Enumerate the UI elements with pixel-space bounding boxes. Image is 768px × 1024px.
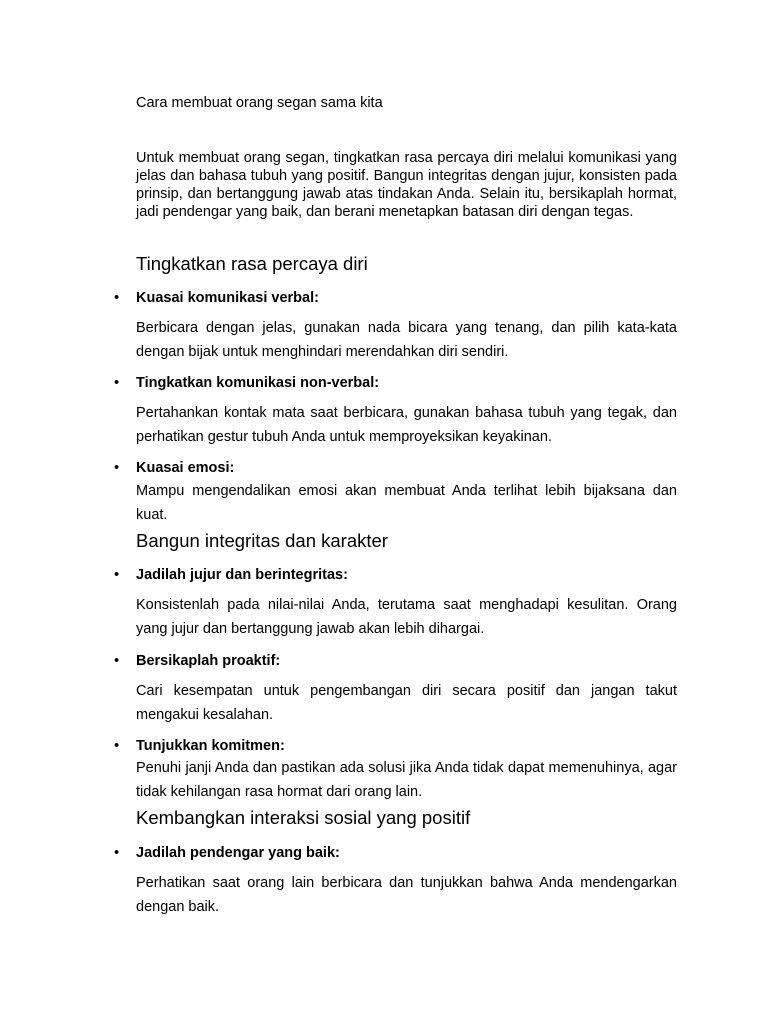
bullet-item	[114, 737, 285, 755]
bullet-icon: •	[114, 845, 120, 861]
intro-paragraph: Untuk membuat orang segan, tingkatkan rasa percaya diri melalui komunikasi yang jelas dan bahasa tubuh yang positif. Bangun integritas dengan jujur, konsisten pada prinsip, dan bertanggung jawab atas tindakan Anda. Selain itu, bersikaplah hormat, jadi pendengar yang baik, dan berani menetapkan batasan diri dengan tegas.	[136, 150, 677, 220]
section-heading-social: Kembangkan interaksi sosial yang positif	[136, 807, 471, 828]
bullet-icon: •	[114, 567, 120, 583]
bullet-item-title: Tingkatkan komunikasi non-verbal:	[136, 375, 380, 391]
bullet-item-text: Berbicara dengan jelas, gunakan nada bicara yang tenang, dan pilih kata-kata dengan bijak untuk menghindari merendahkan diri sendiri.	[136, 320, 677, 360]
bullet-item-text: Mampu mengendalikan emosi akan membuat Anda terlihat lebih bijaksana dan kuat.	[136, 483, 677, 523]
bullet-item-text: Penuhi janji Anda dan pastikan ada solusi jika Anda tidak dapat memenuhinya, agar tidak kehilangan rasa hormat dari orang lain.	[136, 760, 677, 800]
bullet-item-text: Pertahankan kontak mata saat berbicara, gunakan bahasa tubuh yang tegak, dan perhatikan gestur tubuh Anda untuk memproyeksikan keyakinan.	[136, 405, 677, 445]
bullet-item-title: Jadilah jujur dan berintegritas:	[136, 567, 348, 583]
section-heading-confidence: Tingkatkan rasa percaya diri	[136, 253, 368, 274]
bullet-icon: •	[114, 375, 120, 391]
bullet-item	[114, 566, 348, 584]
bullet-icon: •	[114, 460, 120, 476]
bullet-item	[114, 652, 281, 670]
bullet-item	[114, 374, 380, 392]
section-heading-integrity: Bangun integritas dan karakter	[136, 530, 388, 551]
bullet-item-title: Kuasai komunikasi verbal:	[136, 290, 319, 306]
document-title: Cara membuat orang segan sama kita	[136, 95, 383, 111]
bullet-item-text: Perhatikan saat orang lain berbicara dan tunjukkan bahwa Anda mendengarkan dengan baik.	[136, 875, 677, 915]
bullet-item-title: Kuasai emosi:	[136, 460, 235, 476]
bullet-item-title: Tunjukkan komitmen:	[136, 738, 285, 754]
bullet-item	[114, 289, 319, 307]
bullet-item-title: Jadilah pendengar yang baik:	[136, 845, 340, 861]
bullet-item	[114, 459, 235, 477]
bullet-icon: •	[114, 653, 120, 669]
bullet-item-text: Konsistenlah pada nilai-nilai Anda, terutama saat menghadapi kesulitan. Orang yang jujur dan bertanggung jawab akan lebih dihargai.	[136, 597, 677, 637]
bullet-icon: •	[114, 290, 120, 306]
bullet-item-text: Cari kesempatan untuk pengembangan diri secara positif dan jangan takut mengakui kesalahan.	[136, 683, 677, 723]
bullet-icon: •	[114, 738, 120, 754]
bullet-item	[114, 844, 340, 862]
bullet-item-title: Bersikaplah proaktif:	[136, 653, 281, 669]
